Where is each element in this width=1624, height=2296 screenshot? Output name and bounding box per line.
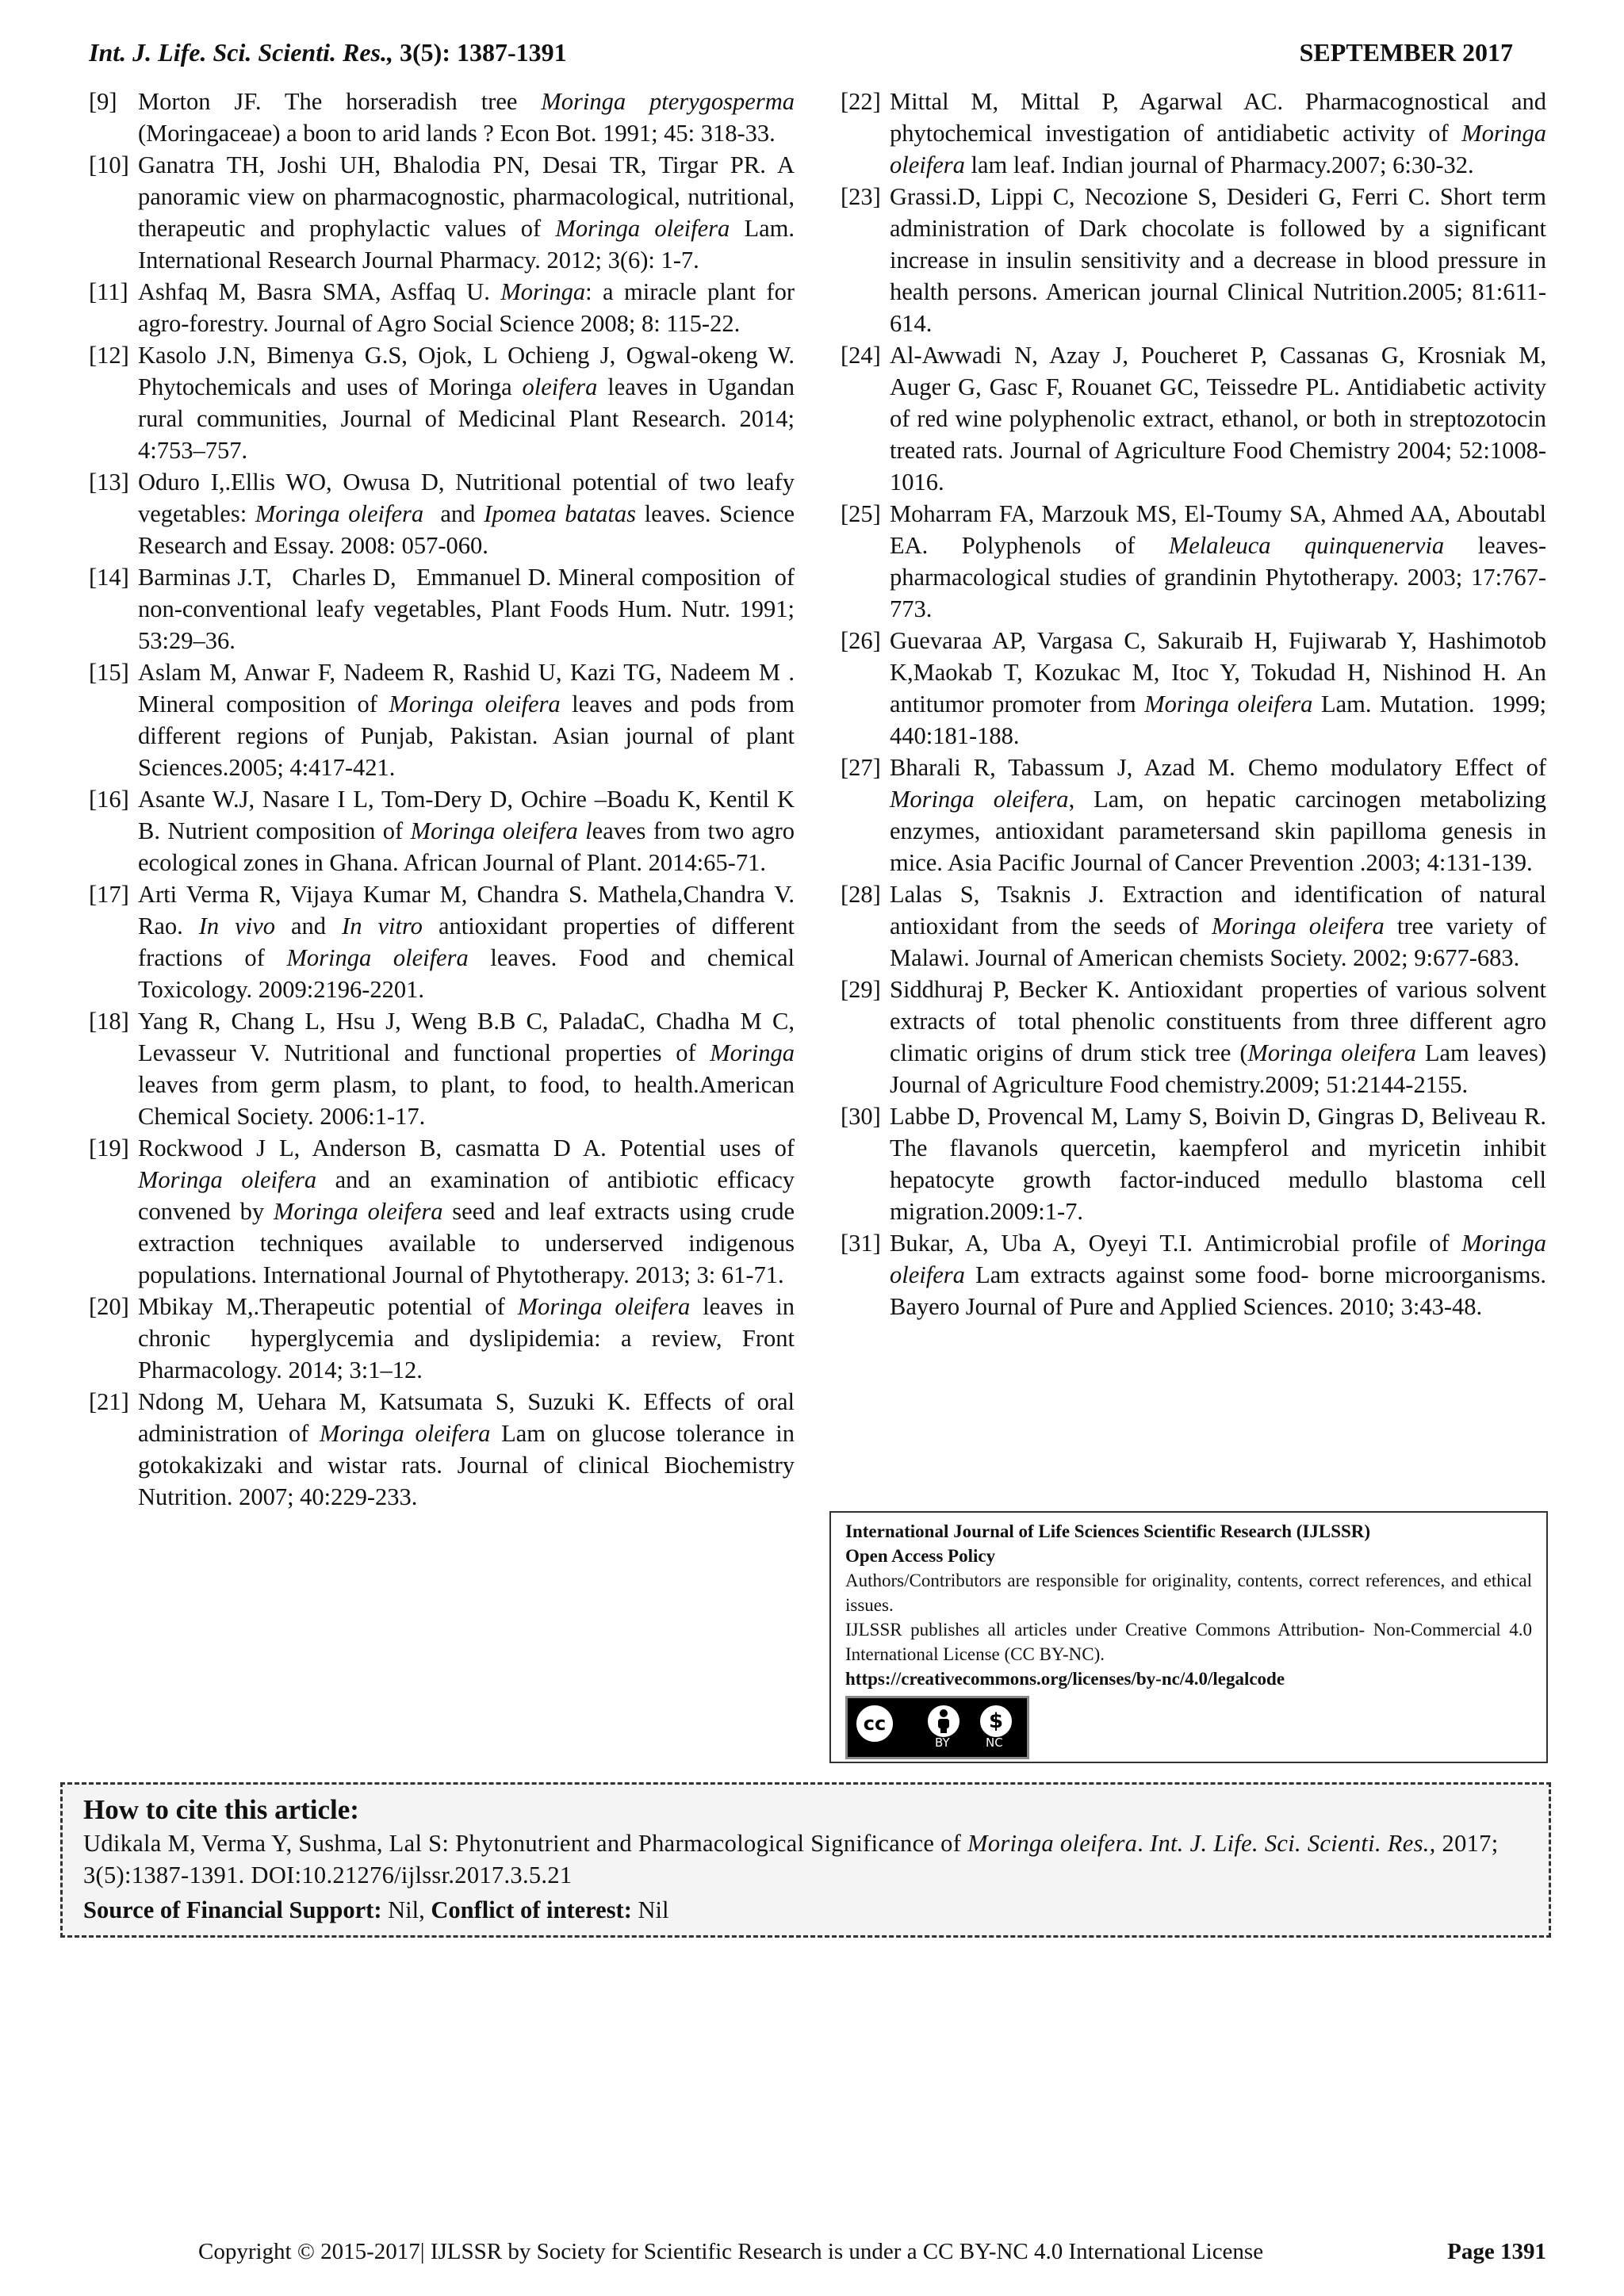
reference-number: [15] bbox=[89, 659, 129, 686]
reference-item bbox=[89, 1291, 795, 1386]
reference-item bbox=[89, 86, 795, 149]
cc-icon: cc bbox=[854, 1703, 895, 1744]
cite-body: Udikala M, Verma Y, Sushma, Lal S: Phytonutrient and Pharmacological Significance of Moringa oleifera. Int. J. Life. Sci. Scienti. Res., 2017; 3(5):1387-1391. DOI:10.21276/ijlssr.2017.3.5.21 bbox=[83, 1830, 1499, 1888]
how-to-cite-box bbox=[60, 1782, 1551, 1938]
reference-item bbox=[89, 656, 795, 783]
reference-text: Al-Awwadi N, Azay J, Poucheret P, Cassanas G, Krosniak M, Auger G, Gasc F, Rouanet GC, Teissedre PL. Antidiabetic activity of red wine polyphenolic extract, ethanol, or both in streptozotocin treated rats. Journal of Agriculture Food Chemistry 2004; 52:1008-1016. bbox=[890, 342, 1546, 496]
reference-text: Labbe D, Provencal M, Lamy S, Boivin D, Gingras D, Beliveau R. The flavanols quercetin, kaempferol and myricetin inhibit hepatocyte growth factor-induced medullo blastoma cell migration.2009:1-7. bbox=[890, 1103, 1546, 1225]
reference-text: Mbikay M,.Therapeutic potential of Moringa oleifera leaves in chronic hyperglycemia and dyslipidemia: a review, Front Pharmacology. 2014; 3:1–12. bbox=[138, 1293, 795, 1383]
reference-number: [28] bbox=[841, 881, 881, 908]
reference-text: Ashfaq M, Basra SMA, Asffaq U. Moringa: a miracle plant for agro-forestry. Journal of Agro Social Science 2008; 8: 115-22. bbox=[138, 278, 795, 337]
reference-text: Ndong M, Uehara M, Katsumata S, Suzuki K. Effects of oral administration of Moringa oleifera Lam on glucose tolerance in gotokakizaki and wistar rats. Journal of clinical Biochemistry Nutrition. 2007; 40:229-233. bbox=[138, 1388, 795, 1510]
reference-item bbox=[89, 1132, 795, 1291]
reference-number: [18] bbox=[89, 1008, 129, 1035]
cc-by-nc-badge[interactable] bbox=[845, 1696, 1029, 1759]
reference-item bbox=[841, 498, 1546, 625]
reference-number: [27] bbox=[841, 754, 881, 781]
reference-item bbox=[89, 1386, 795, 1513]
reference-number: [31] bbox=[841, 1230, 881, 1257]
reference-item bbox=[89, 1005, 795, 1132]
copyright-text: Copyright © 2015-2017| IJLSSR by Society for Scientific Research is under a CC BY-NC 4.0 International License bbox=[198, 2239, 1264, 2264]
reference-number: [20] bbox=[89, 1293, 129, 1320]
reference-item bbox=[89, 783, 795, 878]
reference-number: [14] bbox=[89, 564, 129, 591]
reference-number: [9] bbox=[89, 88, 117, 115]
journal-citation bbox=[89, 38, 567, 67]
issue-date: SEPTEMBER 2017 bbox=[1299, 38, 1513, 67]
reference-text: Mittal M, Mittal P, Agarwal AC. Pharmacognostical and phytochemical investigation of antidiabetic activity of Moringa oleifera lam leaf. Indian journal of Pharmacy.2007; 6:30-32. bbox=[890, 88, 1546, 178]
reference-text: Kasolo J.N, Bimenya G.S, Ojok, L Ochieng J, Ogwal-okeng W. Phytochemicals and uses of Moringa oleifera leaves in Ugandan rural communities, Journal of Medicinal Plant Research. 2014; 4:753–757. bbox=[138, 342, 795, 464]
license-policy-title: Open Access Policy bbox=[845, 1546, 996, 1566]
conflict-label: Conflict of interest: bbox=[431, 1896, 632, 1923]
references-right-column bbox=[841, 86, 1546, 1322]
reference-item bbox=[841, 1227, 1546, 1322]
reference-number: [22] bbox=[841, 88, 881, 115]
reference-text: Barminas J.T, Charles D, Emmanuel D. Mineral composition of non-conventional leafy vegetables, Plant Foods Hum. Nutr. 1991; 53:29–36. bbox=[138, 564, 795, 654]
reference-number: [23] bbox=[841, 183, 881, 210]
reference-number: [30] bbox=[841, 1103, 881, 1130]
reference-number: [29] bbox=[841, 976, 881, 1003]
reference-item bbox=[89, 339, 795, 466]
reference-text: Grassi.D, Lippi C, Necozione S, Desideri G, Ferri C. Short term administration of Dark chocolate is followed by a significant increase in insulin sensitivity and a decrease in blood pressure in health persons. American journal Clinical Nutrition.2005; 81:611-614. bbox=[890, 183, 1546, 337]
license-url-link[interactable]: https://creativecommons.org/licenses/by-nc/4.0/legalcode bbox=[845, 1669, 1285, 1689]
reference-item bbox=[841, 86, 1546, 181]
cite-title: How to cite this article: bbox=[83, 1794, 359, 1825]
reference-text: Rockwood J L, Anderson B, casmatta D A. Potential uses of Moringa oleifera and an examination of antibiotic efficacy convened by Moringa oleifera seed and leaf extracts using crude extraction techniques available to underserved indigenous populations. International Journal of Phytotherapy. 2013; 3: 61-71. bbox=[138, 1135, 795, 1288]
reference-number: [10] bbox=[89, 151, 129, 178]
reference-number: [26] bbox=[841, 627, 881, 654]
reference-number: [21] bbox=[89, 1388, 129, 1415]
reference-item bbox=[89, 149, 795, 276]
license-publish-note: IJLSSR publishes all articles under Creative Commons Attribution- Non-Commercial 4.0 International License (CC BY-NC). bbox=[845, 1620, 1532, 1664]
financial-support-label: Source of Financial Support: bbox=[83, 1896, 382, 1923]
financial-support-line bbox=[83, 1891, 1528, 1929]
reference-item bbox=[89, 561, 795, 656]
reference-item bbox=[841, 625, 1546, 752]
reference-item bbox=[841, 339, 1546, 498]
financial-support-value: Nil, bbox=[381, 1896, 431, 1923]
reference-number: [11] bbox=[89, 278, 128, 305]
reference-item bbox=[841, 878, 1546, 974]
journal-name: Int. J. Life. Sci. Scienti. Res., bbox=[89, 38, 393, 67]
reference-text: Bharali R, Tabassum J, Azad M. Chemo modulatory Effect of Moringa oleifera, Lam, on hepatic carcinogen metabolizing enzymes, antioxidant parametersand skin papilloma genesis in mice. Asia Pacific Journal of Cancer Prevention .2003; 4:131-139. bbox=[890, 754, 1546, 876]
reference-text: Bukar, A, Uba A, Oyeyi T.I. Antimicrobial profile of Moringa oleifera Lam extracts against some food- borne microorganisms. Bayero Journal of Pure and Applied Sciences. 2010; 3:43-48. bbox=[890, 1230, 1546, 1320]
reference-text: Morton JF. The horseradish tree Moringa pterygosperma (Moringaceae) a boon to arid lands ? Econ Bot. 1991; 45: 318-33. bbox=[138, 88, 795, 147]
reference-text: Moharram FA, Marzouk MS, El-Toumy SA, Ahmed AA, Aboutabl EA. Polyphenols of Melaleuca quinquenervia leaves-pharmacological studies of grandinin Phytotherapy. 2003; 17:767-773. bbox=[890, 500, 1546, 622]
reference-item bbox=[841, 1100, 1546, 1227]
reference-item bbox=[841, 752, 1546, 878]
reference-item bbox=[841, 181, 1546, 339]
reference-number: [25] bbox=[841, 500, 881, 527]
reference-number: [13] bbox=[89, 469, 129, 496]
page-number: Page 1391 bbox=[1447, 2239, 1546, 2264]
reference-text: Arti Verma R, Vijaya Kumar M, Chandra S. Mathela,Chandra V. Rao. In vivo and In vitro antioxidant properties of different fractions of Moringa oleifera leaves. Food and chemical Toxicology. 2009:2196-2201. bbox=[138, 881, 795, 1003]
reference-text: Lalas S, Tsaknis J. Extraction and identification of natural antioxidant from the seeds of Moringa oleifera tree variety of Malawi. Journal of American chemists Society. 2002; 9:677-683. bbox=[890, 881, 1546, 971]
reference-text: Guevaraa AP, Vargasa C, Sakuraib H, Fujiwarab Y, Hashimotob K,Maokab T, Kozukac M, Itoc Y, Tokudad H, Nishinod H. An antitumor promoter from Moringa oleifera Lam. Mutation. 1999; 440:181-188. bbox=[890, 627, 1546, 749]
reference-text: Oduro I,.Ellis WO, Owusa D, Nutritional potential of two leafy vegetables: Moringa oleifera and Ipomea batatas leaves. Science Research and Essay. 2008: 057-060. bbox=[138, 469, 795, 559]
journal-volume: 3(5): 1387-1391 bbox=[393, 38, 567, 67]
running-header bbox=[89, 38, 1513, 78]
references-left-column bbox=[89, 86, 795, 1513]
reference-item bbox=[841, 974, 1546, 1100]
page-footer bbox=[198, 2239, 1546, 2265]
reference-text: Siddhuraj P, Becker K. Antioxidant properties of various solvent extracts of total phenolic constituents from three different agro climatic origins of drum stick tree (Moringa oleifera Lam leaves) Journal of Agriculture Food chemistry.2009; 51:2144-2155. bbox=[890, 976, 1546, 1098]
reference-number: [12] bbox=[89, 342, 129, 369]
reference-item bbox=[89, 878, 795, 1005]
reference-text: Aslam M, Anwar F, Nadeem R, Rashid U, Kazi TG, Nadeem M . Mineral composition of Moringa oleifera leaves and pods from different regions of Punjab, Pakistan. Asian journal of plant Sciences.2005; 4:417-421. bbox=[138, 659, 795, 781]
reference-item bbox=[89, 276, 795, 339]
conflict-value: Nil bbox=[631, 1896, 669, 1923]
open-access-license-box bbox=[829, 1511, 1548, 1763]
reference-text: Asante W.J, Nasare I L, Tom-Dery D, Ochire –Boadu K, Kentil K B. Nutrient composition of Moringa oleifera leaves from two agro ecological zones in Ghana. African Journal of Plant. 2014:65-71. bbox=[138, 786, 795, 876]
reference-item bbox=[89, 466, 795, 561]
reference-number: [24] bbox=[841, 342, 881, 369]
badge-by-label: BY bbox=[935, 1735, 950, 1750]
license-authors-note: Authors/Contributors are responsible for originality, contents, correct references, and ethical issues. bbox=[845, 1571, 1532, 1615]
non-commercial-icon: $ bbox=[978, 1703, 1014, 1739]
license-journal-title: International Journal of Life Sciences Scientific Research (IJLSSR) bbox=[845, 1521, 1371, 1541]
badge-nc-label: NC bbox=[986, 1735, 1003, 1750]
reference-number: [16] bbox=[89, 786, 129, 813]
reference-text: Yang R, Chang L, Hsu J, Weng B.B C, PaladaC, Chadha M C, Levasseur V. Nutritional and functional properties of Moringa leaves from germ plasm, to plant, to food, to health.American Chemical Society. 2006:1-17. bbox=[138, 1008, 795, 1130]
reference-number: [19] bbox=[89, 1135, 129, 1161]
reference-number: [17] bbox=[89, 881, 129, 908]
reference-text: Ganatra TH, Joshi UH, Bhalodia PN, Desai TR, Tirgar PR. A panoramic view on pharmacognostic, pharmacological, nutritional, therapeutic and prophylactic values of Moringa oleifera Lam. International Research Journal Pharmacy. 2012; 3(6): 1-7. bbox=[138, 151, 795, 274]
